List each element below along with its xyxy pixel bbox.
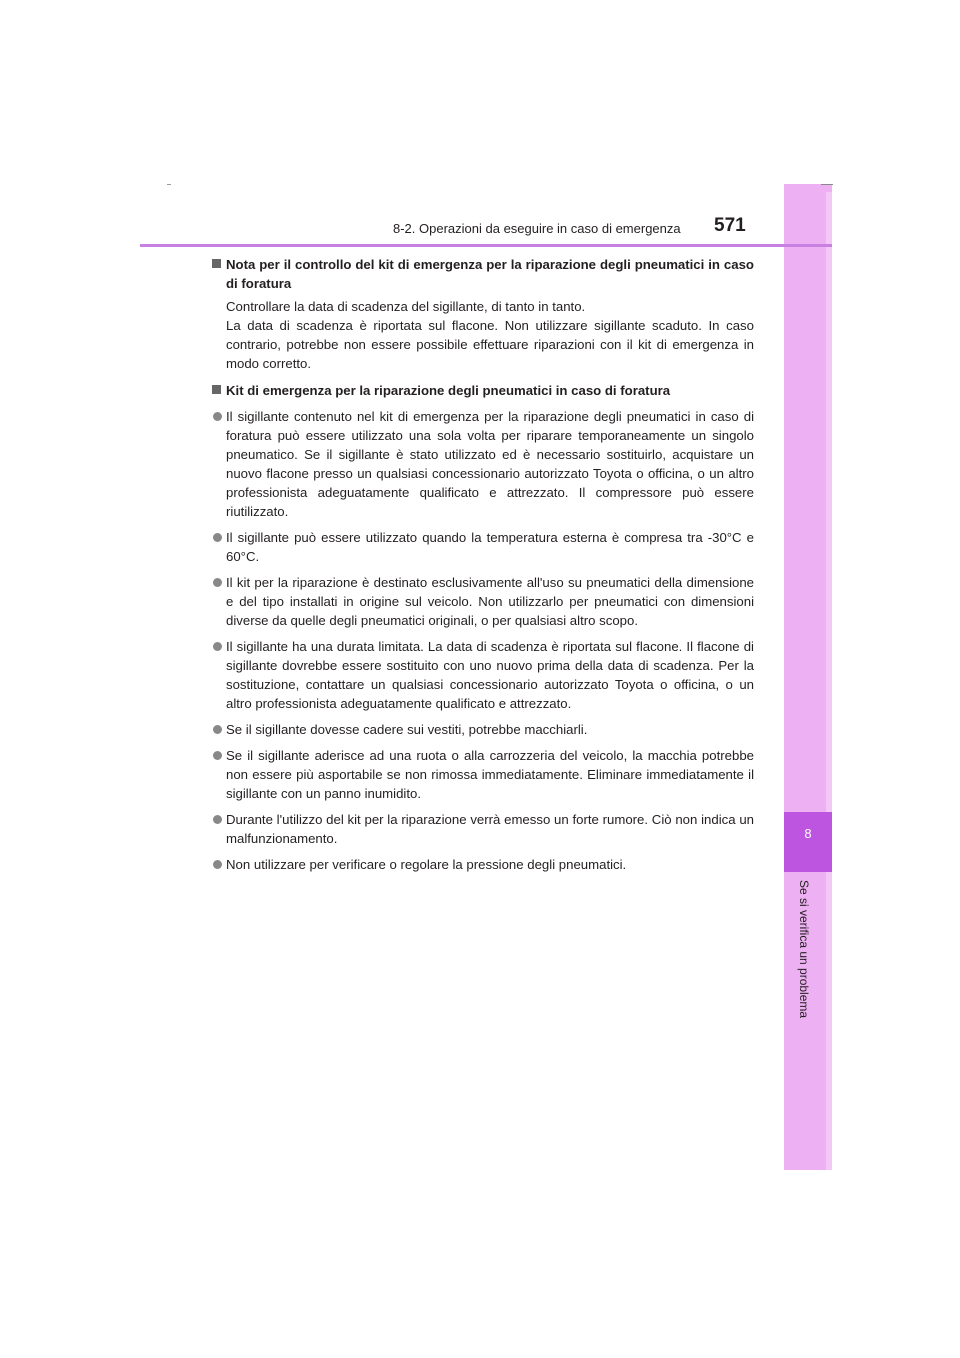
list-item-text: Il kit per la riparazione è destinato esclusivamente all'uso su pneumatici della dimensione e del tipo installati in origine sul veicolo. Non utilizzarlo per pneumatici con dimensioni diverse da quelle degli pneumatici originali, o per qualsiasi altro scopo. xyxy=(226,575,754,628)
list-item-text: Non utilizzare per verificare o regolare la pressione degli pneumatici. xyxy=(226,857,627,872)
square-bullet-icon xyxy=(212,385,221,394)
section-header: 8-2. Operazioni da eseguire in caso di emergenza xyxy=(393,221,681,236)
list-item xyxy=(212,528,754,566)
list-item xyxy=(212,746,754,803)
list-item-text: Se il sigillante dovesse cadere sui vestiti, potrebbe macchiarli. xyxy=(226,722,588,737)
paragraph: La data di scadenza è riportata sul flacone. Non utilizzare sigillante scaduto. In caso contrario, potrebbe non essere possibile effettuare riparazioni con il kit di emergenza in modo corretto. xyxy=(226,318,754,371)
side-tab-top-mark xyxy=(821,184,833,185)
list-item xyxy=(212,573,754,630)
section-title xyxy=(212,381,754,400)
circle-bullet-icon xyxy=(213,860,222,869)
list-item xyxy=(212,637,754,713)
chapter-side-tab xyxy=(784,184,832,1170)
chapter-title-vertical: Se si verifica un problema xyxy=(797,880,811,1019)
list-item-text: Il sigillante ha una durata limitata. La data di scadenza è riportata sul flacone. Il flacone di sigillante dovrebbe essere sostituito con uno nuovo prima della data di scadenza. Per la sostituzione, contattare un qualsiasi concessionario autorizzato Toyota o officina, o un altro professionista adeguatamente qualificato e attrezzato. xyxy=(226,639,754,711)
crop-mark xyxy=(167,184,171,185)
square-bullet-icon xyxy=(212,259,221,268)
side-tab-edge xyxy=(826,192,832,1170)
list-item xyxy=(212,407,754,521)
list-item-text: Il sigillante può essere utilizzato quando la temperatura esterna è compresa tra -30°C e 60°C. xyxy=(226,530,754,564)
circle-bullet-icon xyxy=(213,725,222,734)
circle-bullet-icon xyxy=(213,751,222,760)
section-title xyxy=(212,255,754,293)
list-item-text: Se il sigillante aderisce ad una ruota o alla carrozzeria del veicolo, la macchia potrebbe non essere più asportabile se non rimossa immediatamente. Eliminare immediatamente il sigillante con un panno inumidito. xyxy=(226,748,754,801)
circle-bullet-icon xyxy=(213,815,222,824)
circle-bullet-icon xyxy=(213,412,222,421)
list-item xyxy=(212,720,754,739)
list-item xyxy=(212,855,754,874)
header-rule xyxy=(140,244,832,247)
list-item-text: Durante l'utilizzo del kit per la riparazione verrà emesso un forte rumore. Ciò non indica un malfunzionamento. xyxy=(226,812,754,846)
circle-bullet-icon xyxy=(213,533,222,542)
page-number: 571 xyxy=(714,215,746,236)
chapter-number-block xyxy=(784,812,832,872)
section-title-text: Kit di emergenza per la riparazione degli pneumatici in caso di foratura xyxy=(226,383,671,398)
list-item xyxy=(212,810,754,848)
list-item-text: Il sigillante contenuto nel kit di emergenza per la riparazione degli pneumatici in caso di foratura può essere utilizzato una sola volta per riparare temporaneamente un singolo pneumatico. Se il sigillante è stato utilizzato ed è necessario sostituirlo, acquistare un nuovo flacone presso un qualsiasi concessionario autorizzato Toyota o officina, o un altro professionista adeguatamente qualificato e attrezzato. Il compressore può essere riutilizzato. xyxy=(226,409,754,519)
section-title-text: Nota per il controllo del kit di emergenza per la riparazione degli pneumatici in caso di foratura xyxy=(226,257,754,291)
circle-bullet-icon xyxy=(213,642,222,651)
circle-bullet-icon xyxy=(213,578,222,587)
chapter-number: 8 xyxy=(804,826,812,841)
page-content xyxy=(212,255,754,874)
paragraph: Controllare la data di scadenza del sigillante, di tanto in tanto. xyxy=(226,299,586,314)
